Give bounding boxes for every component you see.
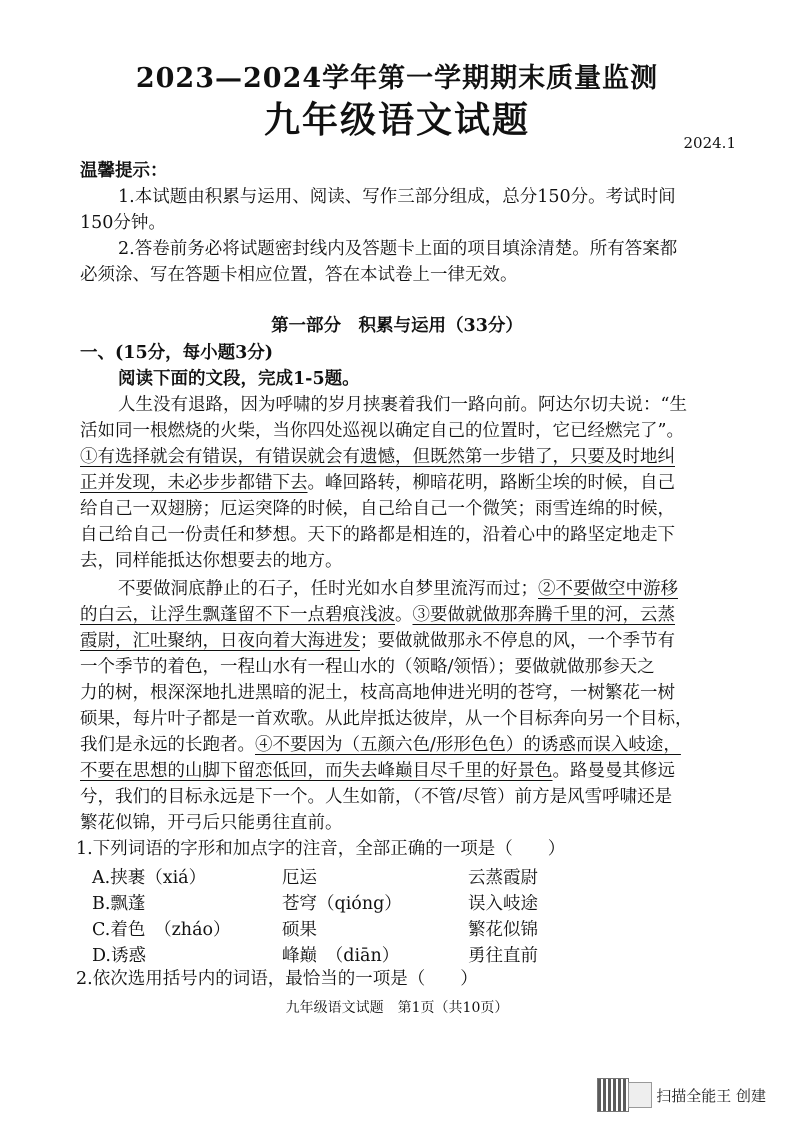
tips-item2-line1: 2.答卷前务必将试题密封线内及答题卡上面的项目填涂清楚。所有答案都 — [118, 239, 678, 259]
passage-line: 人生没有退路，因为呼啸的岁月挟裹着我们一路向前。阿达尔切夫说：“生 — [118, 395, 687, 415]
passage-text: 我们是永远的长跑者。 — [80, 735, 255, 755]
tips-item1-line2: 150分钟。 — [80, 213, 166, 233]
passage-line: 活如同一根燃烧的火柴，当你四处巡视以确定自己的位置时，它已经燃完了”。 — [80, 421, 684, 441]
tips-item1-line1: 1.本试题由积累与运用、阅读、写作三部分组成，总分150分。考试时间 — [118, 187, 676, 207]
q1-option-d-word2: 峰巅 （diān） — [282, 946, 400, 966]
passage-text: 。 — [395, 605, 413, 625]
q1-option-b-word3: 误入岐途 — [468, 894, 538, 914]
passage-sentence-3: ③要做就做那奔腾千里的河，云蒸 — [412, 605, 675, 625]
scanner-logo-icon — [628, 1082, 652, 1108]
passage-line: 兮，我们的目标永远是下一个。人生如箭，（不管/尽管）前方是风雪呼啸还是 — [80, 787, 673, 807]
passage-sentence-4-end: 不要在思想的山脚下留恋低回，而失去峰巅目尽千里的好景色 — [80, 761, 553, 781]
q1-option-d-word3: 勇往直前 — [468, 946, 538, 966]
passage-text: 不要做洞底静止的石子，任时光如水自梦里流泻而过； — [118, 579, 538, 599]
passage-sentence-2: ②不要做空中游移 — [538, 579, 678, 599]
q1-option-a-word1[interactable]: A.挟裹（xiá） — [92, 868, 207, 888]
passage-line: 一个季节的着色，一程山水有一程山水的（领略/领悟）；要做就做那参天之 — [80, 657, 655, 677]
q1-option-c-word3: 繁花似锦 — [468, 920, 538, 940]
passage-line — [80, 472, 675, 495]
passage-sentence-2-end: 的白云，让浮生飘蓬留不下一点碧痕浅波 — [80, 605, 395, 625]
passage-text: 。峰回路转，柳暗花明，路断尘埃的时候，自己 — [307, 473, 675, 493]
q1-option-b-word1[interactable]: B.飘蓬 — [92, 894, 146, 914]
part-one-label: 一、(15分，每小题3分) — [80, 343, 274, 363]
q1-option-a-word3: 云蒸霞尉 — [468, 868, 538, 888]
passage-line — [80, 630, 675, 653]
question-2-stem: 2.依次选用括号内的词语，最恰当的一项是（ ） — [76, 969, 478, 989]
qr-code-icon — [597, 1078, 629, 1112]
passage-sentence-3-end: 霞尉，汇吐聚纳，日夜向着大海进发 — [80, 631, 360, 651]
section-heading: 第一部分 积累与运用（33分） — [271, 316, 523, 336]
passage-line — [80, 734, 681, 757]
q1-option-c-word1[interactable]: C.着色 （zháo） — [92, 920, 231, 940]
q1-option-c-word2: 硕果 — [282, 920, 317, 940]
exam-date: 2024.1 — [683, 134, 736, 152]
exam-title-line1: 2023—2024学年第一学期期末质量监测 — [135, 63, 659, 94]
tips-label: 温馨提示： — [80, 161, 168, 181]
passage-sentence-1-end: 正并发现，未必步步都错下去 — [80, 473, 308, 493]
reading-instruction: 阅读下面的文段，完成1-5题。 — [118, 369, 360, 389]
passage-sentence-4: ④不要因为（五颜六色/形形色色）的诱惑而误入岐途， — [255, 735, 681, 755]
passage-line: 自己给自己一份责任和梦想。天下的路都是相连的，沿着心中的路坚定地走下 — [80, 525, 675, 545]
scanner-watermark: 扫描全能王 创建 — [656, 1087, 766, 1105]
passage-line — [118, 578, 678, 601]
question-1-stem: 1.下列词语的字形和加点字的注音，全部正确的一项是（ ） — [76, 839, 566, 859]
q1-option-b-word2: 苍穹（qióng） — [282, 894, 402, 914]
passage-line: 力的树，根深深地扎进黑暗的泥土，枝高高地伸进光明的苍穹，一树繁花一树 — [80, 683, 675, 703]
q1-option-d-word1[interactable]: D.诱惑 — [92, 946, 146, 966]
exam-title-line2: 九年级语文试题 — [263, 99, 530, 141]
passage-text: ；要做就做那永不停息的风，一个季节有 — [360, 631, 675, 651]
passage-sentence-1: ①有选择就会有错误，有错误就会有遗憾，但既然第一步错了，只要及时地纠 — [80, 447, 675, 467]
passage-line — [80, 604, 675, 627]
tips-item2-line2: 必须涂、写在答题卡相应位置，答在本试卷上一律无效。 — [80, 265, 518, 285]
passage-line: 硕果，每片叶子都是一首欢歌。从此岸抵达彼岸，从一个目标奔向另一个目标， — [80, 709, 693, 729]
passage-line: 给自己一双翅膀；厄运突降的时候，自己给自己一个微笑；雨雪连绵的时候， — [80, 499, 675, 519]
q1-option-a-word2: 厄运 — [282, 868, 317, 888]
passage-line: 繁花似锦，开弓后只能勇往直前。 — [80, 813, 343, 833]
passage-text: 。路曼曼其修远 — [552, 761, 675, 781]
passage-line: 去，同样能抵达你想要去的地方。 — [80, 551, 343, 571]
page-footer: 九年级语文试题 第1页（共10页） — [285, 1000, 509, 1016]
passage-line — [80, 760, 675, 783]
